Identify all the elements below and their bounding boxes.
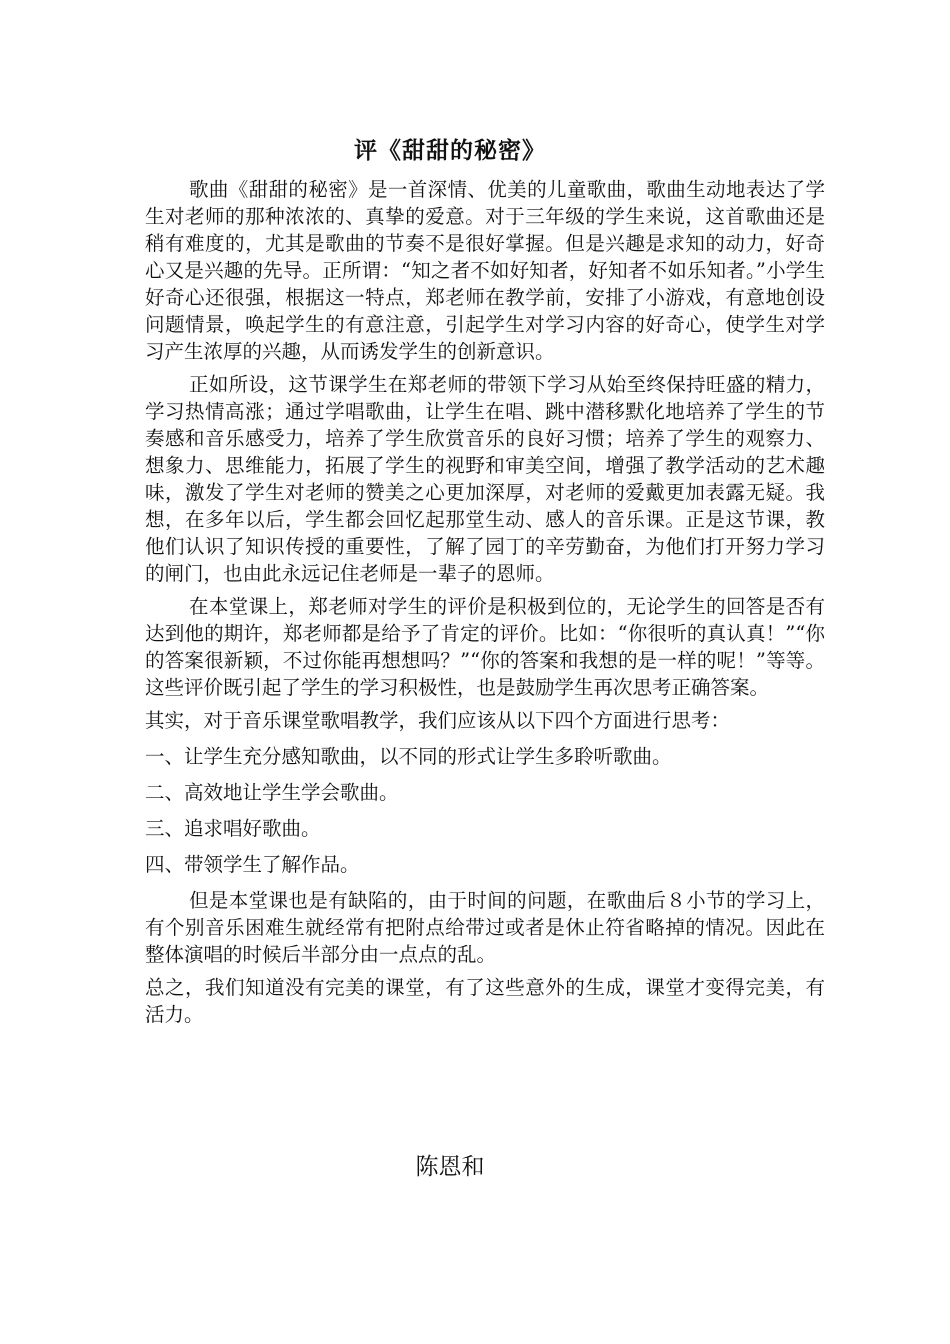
paragraph-evaluation: 在本堂课上，郑老师对学生的评价是积极到位的，无论学生的回答是否有达到他的期许，郑老师都是给予了肯定的评价。比如：“你很听的真认真！”“你的答案很新颖，不过你能再想想吗？”“你的答案和我想的是一样的呢！”等等。这些评价既引起了学生的学习积极性，也是鼓励学生再次思考正确答案。: [145, 595, 825, 699]
list-item-point-3: 三、追求唱好歌曲。: [145, 817, 321, 840]
paragraph-shortcomings: 但是本堂课也是有缺陷的，由于时间的问题，在歌曲后８小节的学习上，有个别音乐困难生就经常有把附点给带过或者是休止符省略掉的情况。因此在整体演唱的时候后半部分由一点点的乱。: [145, 889, 825, 966]
document-title: 评《甜甜的秘密》: [354, 137, 546, 164]
list-item-point-4: 四、带领学生了解作品。: [145, 853, 360, 876]
paragraph-reflection-lead: 其实，对于音乐课堂歌唱教学，我们应该从以下四个方面进行思考：: [145, 709, 731, 732]
document-body: [145, 176, 825, 1037]
list-item-point-2: 二、高效地让学生学会歌曲。: [145, 781, 399, 804]
author-signature: 陈恩和: [415, 1154, 485, 1180]
paragraph-process: 正如所设，这节课学生在郑老师的带领下学习从始至终保持旺盛的精力，学习热情高涨；通过学唱歌曲，让学生在唱、跳中潜移默化地培养了学生的节奏感和音乐感受力，培养了学生欣赏音乐的良好习惯；培养了学生的观察力、想象力、思维能力，拓展了学生的视野和审美空间，增强了教学活动的艺术趣味，激发了学生对老师的赞美之心更加深厚，对老师的爱戴更加表露无疑。我想，在多年以后，学生都会回忆起那堂生动、感人的音乐课。正是这节课，教他们认识了知识传授的重要性，了解了园丁的辛劳勤奋，为他们打开努力学习的闸门，也由此永远记住老师是一辈子的恩师。: [145, 373, 825, 585]
list-item-point-1: 一、让学生充分感知歌曲，以不同的形式让学生多聆听歌曲。: [145, 745, 672, 768]
paragraph-conclusion: 总之，我们知道没有完美的课堂，有了这些意外的生成，课堂才变得完美，有活力。: [145, 976, 825, 1026]
paragraph-intro: 歌曲《甜甜的秘密》是一首深情、优美的儿童歌曲，歌曲生动地表达了学生对老师的那种浓浓的、真挚的爱意。对于三年级的学生来说，这首歌曲还是稍有难度的，尤其是歌曲的节奏不是很好掌握。但是兴趣是求知的动力，好奇心又是兴趣的先导。正所谓：“知之者不如好知者，好知者不如乐知者。”小学生好奇心还很强，根据这一特点，郑老师在教学前，安排了小游戏，有意地创设问题情景，唤起学生的有意注意，引起学生对学习内容的好奇心，使学生对学习产生浓厚的兴趣，从而诱发学生的创新意识。: [145, 178, 825, 363]
